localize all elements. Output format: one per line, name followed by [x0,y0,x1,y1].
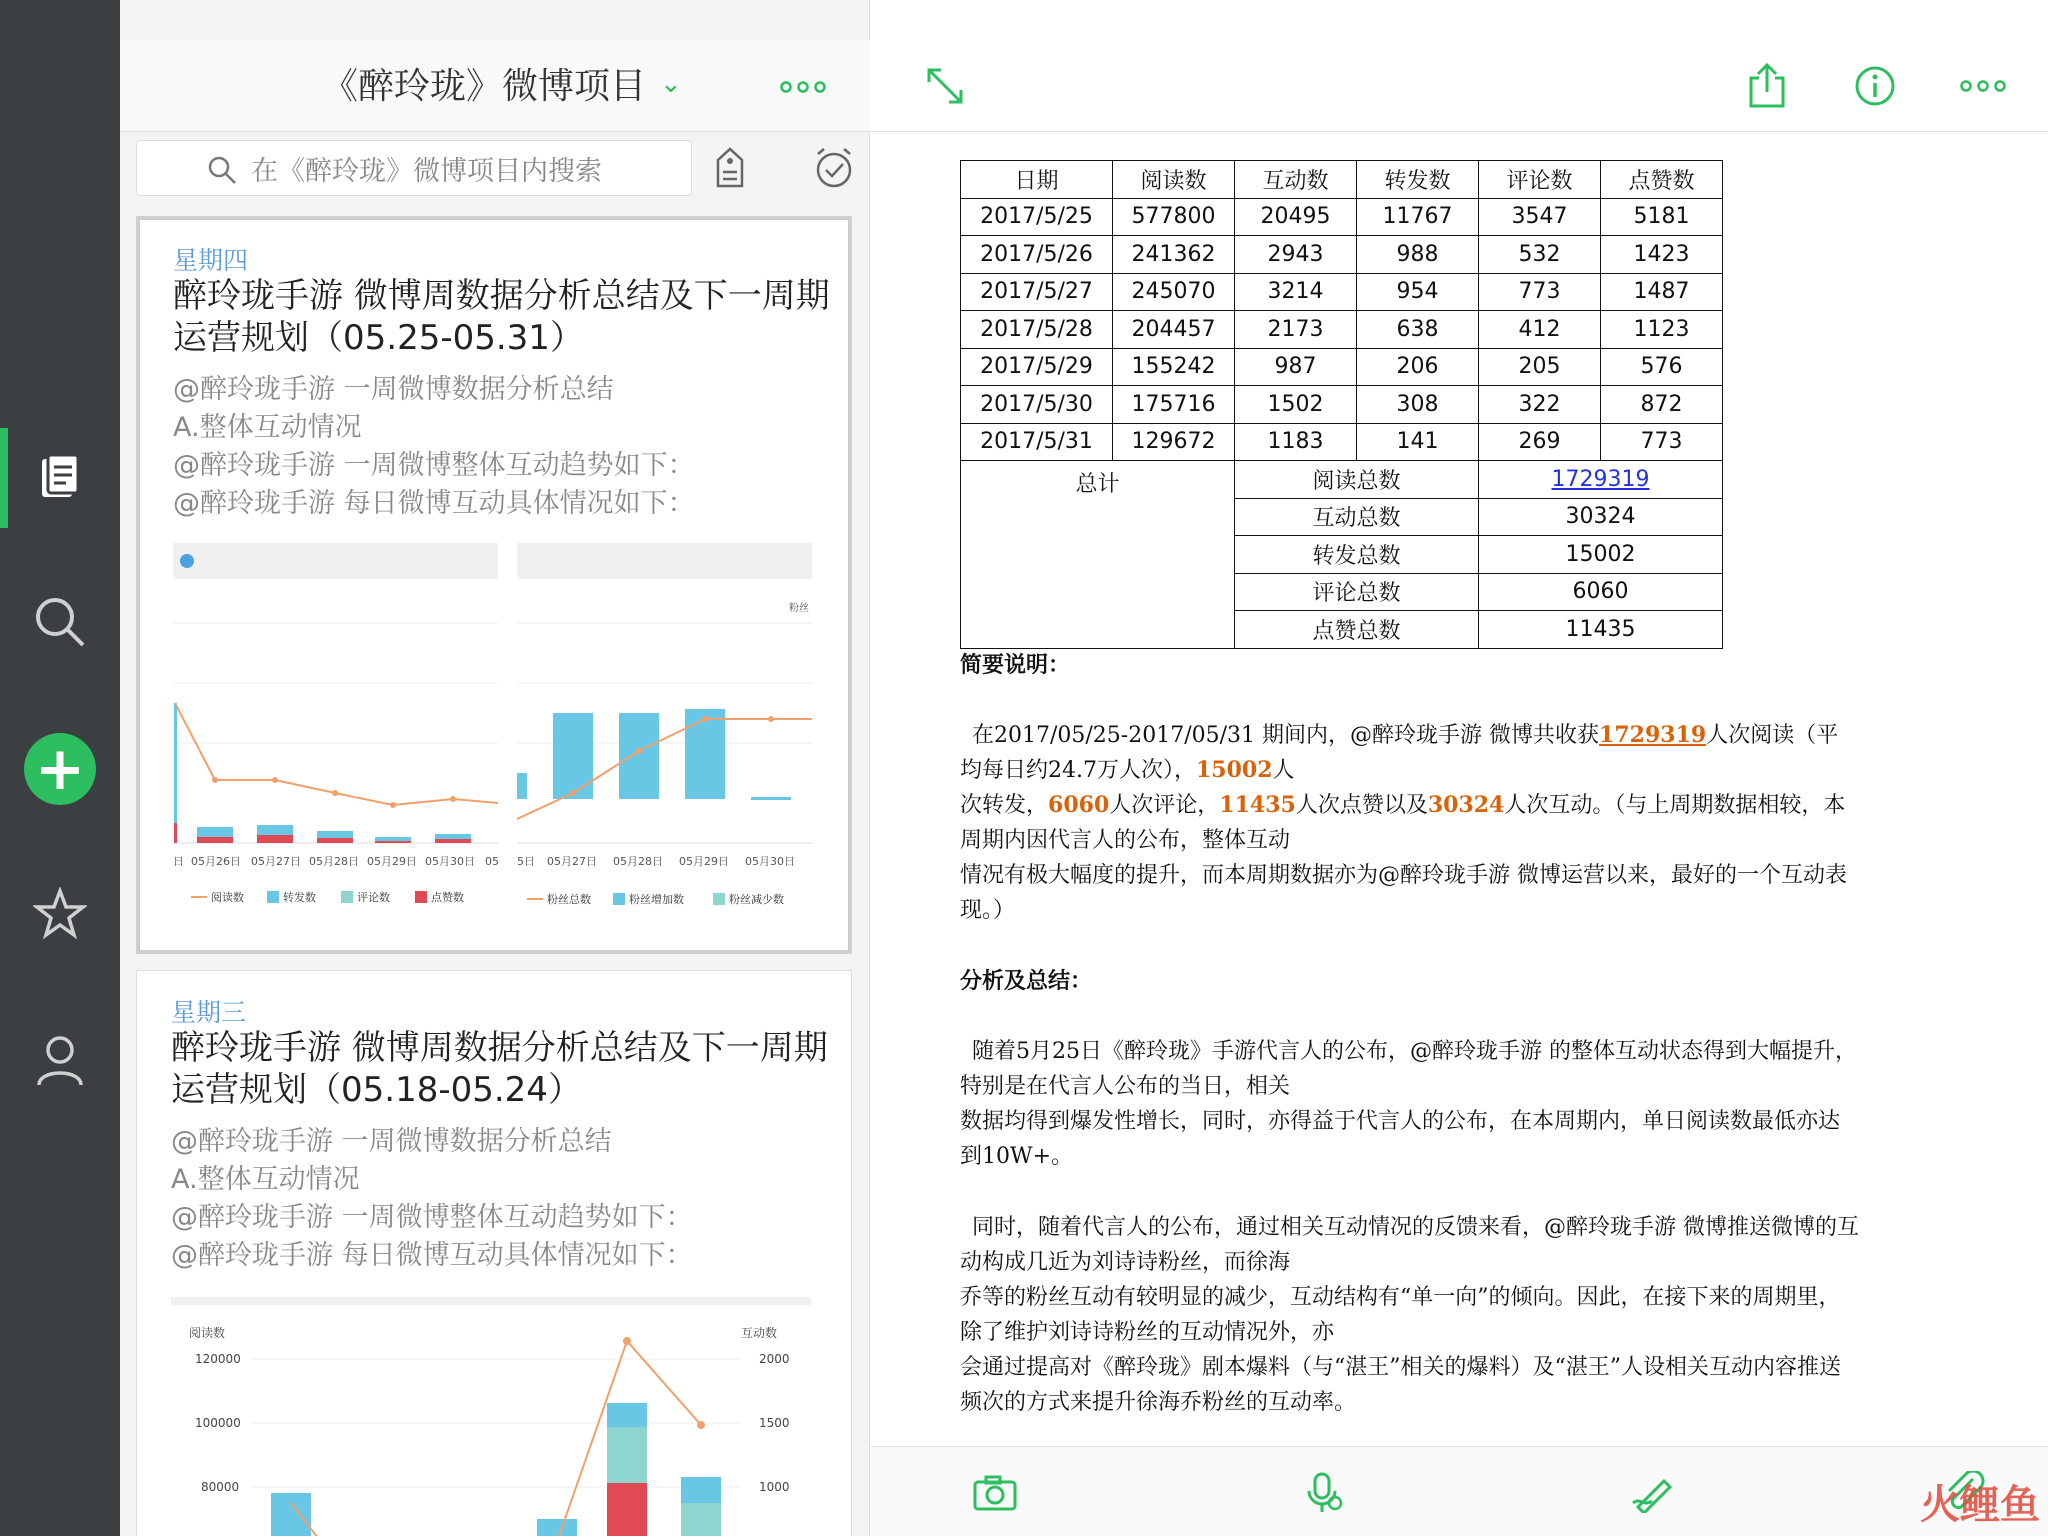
cell: 269 [1479,423,1601,461]
header-cell: 转发数 [1357,161,1479,199]
y-tick: 1000 [759,1480,790,1494]
total-metric-value: 6060 [1479,573,1723,611]
cell: 11767 [1357,198,1479,236]
total-metric-label: 互动总数 [1235,498,1479,536]
cell: 1183 [1235,423,1357,461]
search-icon[interactable] [30,592,90,652]
notebook-title[interactable] [322,58,682,109]
y-axis-title: 阅读数 [189,1326,226,1340]
cell: 2017/5/29 [961,348,1113,386]
text-span: 在2017/05/25-2017/05/31 期间内，@醉玲珑手游 微博共收获 [972,723,1600,748]
cell: 20495 [1235,198,1357,236]
x-tick: 05 [485,855,499,868]
y-tick: 120000 [195,1352,241,1366]
x-tick: 05月30日 [745,855,795,868]
card-title: 醉玲珑手游 微博周数据分析总结及下一周期运营规划（05.25-05.31） [173,276,830,358]
snippet-line: @醉玲珑手游 一周微博数据分析总结 [171,1126,612,1157]
cell: 987 [1235,348,1357,386]
cell: 141 [1357,423,1479,461]
summary-paragraph-end: 情况有极大幅度的提升，而本周期数据亦为@醉玲珑手游 微博运营以来，最好的一个互动表现。） [960,863,1847,923]
table-row [961,386,1723,424]
repost-count-highlight: 15002 [1196,757,1273,783]
shortcuts-star-icon[interactable] [30,884,90,944]
table-row [961,348,1723,386]
text-span: 次转发， [960,793,1049,818]
like-count-highlight: 11435 [1219,792,1296,818]
cell: 872 [1601,386,1723,424]
cell: 322 [1479,386,1601,424]
cell: 988 [1357,236,1479,274]
y-tick: 1500 [759,1416,790,1430]
cell: 204457 [1113,311,1235,349]
analysis-paragraph-2: 同时，随着代言人的公布，通过相关互动情况的反馈来看，@醉玲珑手游 微博推送微博的互动构成几近为刘诗诗粉丝，而徐海 [960,1215,1859,1275]
text-span: 人 [1272,758,1295,783]
total-metric-label: 评论总数 [1235,573,1479,611]
x-tick: 05月27日 [251,855,301,868]
notebook-title-label: 《醉玲珑》微博项目 [322,66,647,107]
total-row [961,461,1723,499]
x-tick: 05月29日 [679,855,729,868]
legend-item: 粉丝总数 [547,893,591,906]
list-header [120,40,870,132]
cell: 2017/5/31 [961,423,1113,461]
search-placeholder: 在《醉玲珑》微博项目内搜索 [251,155,602,187]
cell: 1123 [1601,311,1723,349]
notes-icon[interactable] [30,448,90,508]
total-metric-label: 阅读总数 [1235,461,1479,499]
total-metric-label: 转发总数 [1235,536,1479,574]
cell: 245070 [1113,273,1235,311]
cell: 638 [1357,311,1479,349]
analysis-paragraph-2-cont: 乔等的粉丝互动有较明显的减少，互动结构有“单一向”的倾向。因此，在接下来的周期里，除了维护刘诗诗粉丝的互动情况外，亦 [960,1285,1841,1345]
legend-item: 点赞数 [431,891,464,904]
cell: 175716 [1113,386,1235,424]
header-cell: 评论数 [1479,161,1601,199]
reminder-icon[interactable] [812,146,856,194]
comment-count-highlight: 6060 [1048,792,1110,818]
x-tick: 5日 [517,855,535,868]
x-tick: 05月30日 [425,855,475,868]
cell: 2017/5/27 [961,273,1113,311]
x-tick: 05月27日 [547,855,597,868]
handwriting-icon[interactable] [1623,1463,1683,1523]
x-tick: 05月26日 [191,855,241,868]
summary-paragraph [960,718,1860,788]
table-row [961,198,1723,236]
snippet-line: A.整体互动情况 [171,1164,360,1195]
cell: 577800 [1113,198,1235,236]
note-editor-pane [871,0,2048,1536]
cell: 129672 [1113,423,1235,461]
cell: 3547 [1479,198,1601,236]
text-span: 人次阅读（平均每日约24.7万人次）， [960,723,1839,783]
snippet-line: @醉玲珑手游 一周微博数据分析总结 [173,374,614,405]
x-tick: 05月28日 [613,855,663,868]
cell: 241362 [1113,236,1235,274]
axis-label: 粉丝 [789,603,809,614]
text-span: 人次评论， [1109,793,1220,818]
total-metric-value: 30324 [1479,498,1723,536]
y-axis-title: 互动数 [741,1326,778,1340]
active-indicator [0,428,8,528]
share-icon[interactable] [1737,56,1797,116]
text-span: 人次点赞以及 [1295,793,1428,818]
cell: 205 [1479,348,1601,386]
tag-filter-icon[interactable] [710,146,750,194]
chevron-down-icon: ⌄ [660,68,682,99]
more-options-icon[interactable] [780,62,826,103]
sidebar-rail [0,0,120,1536]
snippet-line: @醉玲珑手游 一周微博整体互动趋势如下： [173,450,695,481]
cell: 5181 [1601,198,1723,236]
interaction-trend-thumbnail [173,543,503,927]
cell: 532 [1479,236,1601,274]
card-day: 星期三 [171,998,247,1027]
watermark-logo: 火鲤鱼 [1920,1482,2040,1528]
snippet-line: A.整体互动情况 [173,412,362,443]
fans-trend-thumbnail [517,543,817,927]
cell: 2017/5/25 [961,198,1113,236]
section-heading: 分析及总结： [960,969,1093,994]
weekly-data-table [960,160,1723,649]
cell: 2943 [1235,236,1357,274]
text-span: 人次互动。（与上周期数据相较，本周期内因代言人的公布，整体互动 [960,793,1846,853]
y-tick: 80000 [201,1480,240,1494]
cell: 576 [1601,348,1723,386]
cell: 2017/5/28 [961,311,1113,349]
analysis-paragraph-cont: 数据均得到爆发性增长，同时，亦得益于代言人的公布，在本周期内，单日阅读数最低亦达到10W+。 [960,1109,1841,1169]
total-metric-value [1479,461,1723,499]
cell: 308 [1357,386,1479,424]
snippet-line: @醉玲珑手游 每日微博互动具体情况如下： [171,1240,693,1271]
account-icon[interactable] [30,1030,90,1090]
cell: 2017/5/30 [961,386,1113,424]
note-card-selected[interactable] [136,216,852,954]
snippet-line: @醉玲珑手游 一周微博整体互动趋势如下： [171,1202,693,1233]
header-cell: 点赞数 [1601,161,1723,199]
total-label: 总计 [961,461,1235,649]
y-tick: 100000 [195,1416,241,1430]
total-metric-value: 15002 [1479,536,1723,574]
card-day: 星期四 [173,246,249,275]
note-toolbar [871,40,2048,132]
editor-bottom-toolbar [871,1446,2048,1536]
header-cell: 互动数 [1235,161,1357,199]
cell: 1502 [1235,386,1357,424]
search-row [136,140,860,196]
legend-item: 转发数 [283,891,316,904]
search-input[interactable] [136,140,692,196]
read-count-highlight: 1729319 [1599,722,1707,748]
search-icon [207,155,237,185]
card-title: 醉玲珑手游 微博周数据分析总结及下一周期运营规划（05.18-05.24） [171,1028,828,1110]
new-note-button[interactable]: + [24,733,96,805]
table-row [961,311,1723,349]
cell: 2173 [1235,311,1357,349]
x-tick: 05月29日 [367,855,417,868]
more-options-icon[interactable] [1953,56,2013,116]
cell: 412 [1479,311,1601,349]
expand-icon[interactable] [915,56,975,116]
table-row [961,273,1723,311]
note-card[interactable] [136,970,852,1536]
legend-item: 粉丝减少数 [729,893,784,906]
card-snippet [171,1123,831,1275]
x-tick: 05月28日 [309,855,359,868]
table-row [961,423,1723,461]
x-tick: 日 [173,855,184,868]
info-icon[interactable] [1845,56,1905,116]
header-cell: 日期 [961,161,1113,199]
total-metric-label: 点赞总数 [1235,611,1479,649]
camera-icon[interactable] [965,1463,1025,1523]
total-metric-value: 11435 [1479,611,1723,649]
y-tick: 2000 [759,1352,790,1366]
daily-interaction-thumbnail [171,1297,831,1536]
section-heading: 简要说明： [960,653,1071,678]
cell: 1423 [1601,236,1723,274]
audio-record-icon[interactable] [1295,1463,1355,1523]
analysis-paragraph-2-end: 会通过提高对《醉玲珑》剧本爆料（与“湛王”相关的爆料）及“湛王”人设相关互动内容推送频次的方式来提升徐海乔粉丝的互动率。 [960,1355,1841,1415]
card-snippet [173,371,833,523]
cell: 155242 [1113,348,1235,386]
snippet-line: @醉玲珑手游 每日微博互动具体情况如下： [173,488,695,519]
cell: 773 [1479,273,1601,311]
cell: 206 [1357,348,1479,386]
cell: 3214 [1235,273,1357,311]
cell: 773 [1601,423,1723,461]
cell: 2017/5/26 [961,236,1113,274]
cell: 954 [1357,273,1479,311]
legend-item: 评论数 [357,891,390,904]
summary-paragraph-cont [960,788,1860,858]
header-cell: 阅读数 [1113,161,1235,199]
note-list-pane [120,0,870,1536]
legend-item: 阅读数 [211,891,244,904]
analysis-paragraph: 随着5月25日《醉玲珑》手游代言人的公布，@醉玲珑手游 的整体互动状态得到大幅提升，特别是在代言人公布的当日，相关 [960,1039,1857,1099]
table-header-row [961,161,1723,199]
legend-item: 粉丝增加数 [629,893,684,906]
table-row [961,236,1723,274]
read-total-link[interactable]: 1729319 [1551,466,1650,492]
interaction-count-highlight: 30324 [1427,792,1505,818]
cell: 1487 [1601,273,1723,311]
